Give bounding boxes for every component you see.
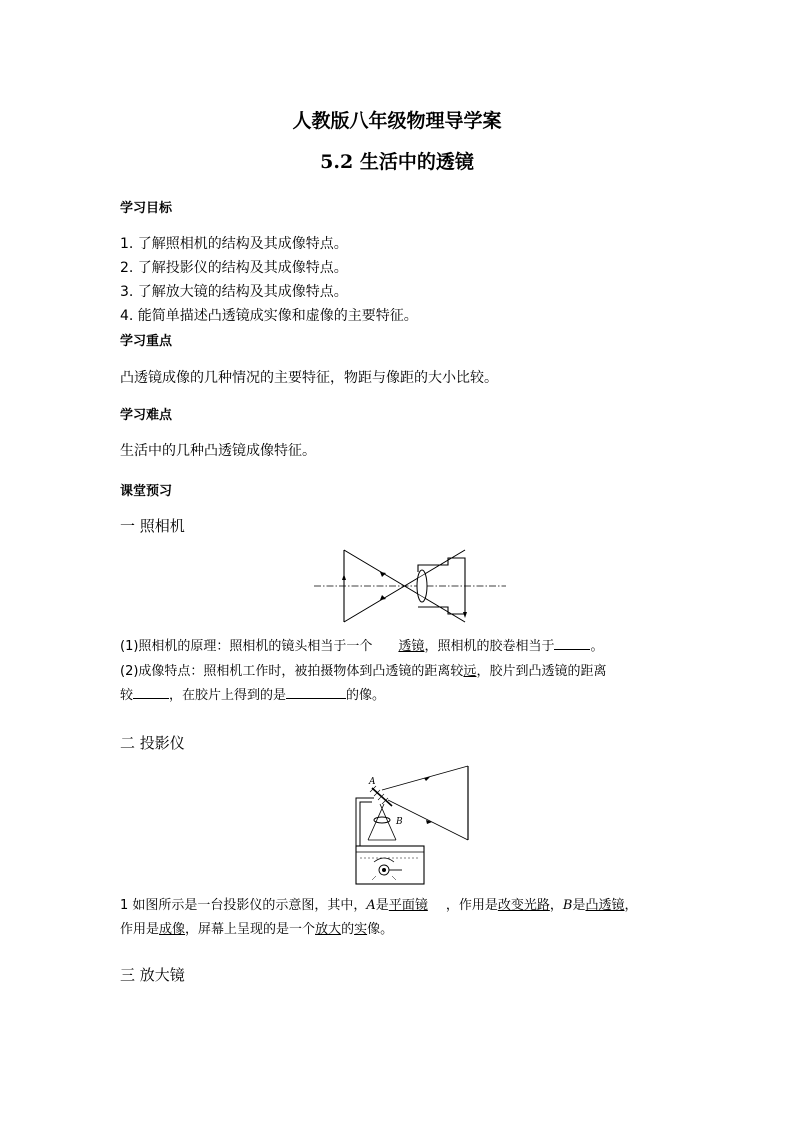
- camera-question-1: (1)照相机的原理：照相机的镜头相当于一个 透镜，照相机的胶卷相当于 。: [120, 639, 604, 654]
- fill-answer: 透镜: [398, 639, 425, 654]
- fill-answer: 改变光路: [497, 898, 550, 913]
- projector-section-title: 二 投影仪: [120, 734, 185, 752]
- goal-item: 4. 能简单描述凸透镜成实像和虚像的主要特征。: [120, 308, 418, 324]
- goals-heading: 学习目标: [120, 201, 173, 216]
- projector-diagram: [346, 762, 476, 886]
- fill-answer: 实: [354, 922, 368, 937]
- magnifier-section-title: 三 放大镜: [120, 966, 185, 984]
- label-a: A: [369, 777, 376, 787]
- blank-line: [286, 686, 346, 699]
- key-points-text: 凸透镜成像的几种情况的主要特征，物距与像距的大小比较。: [120, 370, 498, 386]
- fill-answer: 远: [463, 664, 477, 679]
- label-b: B: [396, 817, 403, 827]
- blank-line: [133, 686, 169, 699]
- preview-heading: 课堂预习: [120, 484, 173, 499]
- projector-text-line-1: 1 如图所示是一台投影仪的示意图，其中，A是平面镜 ，作用是改变光路，B是凸透镜，: [120, 898, 638, 913]
- camera-diagram: [310, 542, 510, 628]
- camera-section-title: 一 照相机: [120, 517, 185, 535]
- fill-answer: 成像: [159, 922, 186, 937]
- goal-item: 1. 了解照相机的结构及其成像特点。: [120, 236, 348, 252]
- doc-subtitle: 5.2 生活中的透镜: [320, 151, 474, 173]
- blank-line: [554, 637, 590, 650]
- difficulties-text: 生活中的几种凸透镜成像特征。: [120, 443, 316, 459]
- fill-answer: 平面镜: [388, 898, 428, 913]
- doc-title: 人教版八年级物理导学案: [292, 110, 502, 132]
- camera-question-2-cont: 较 ，在胶片上得到的是 的像。: [120, 688, 386, 703]
- goal-item: 2. 了解投影仪的结构及其成像特点。: [120, 260, 348, 276]
- difficulties-heading: 学习难点: [120, 408, 173, 423]
- goal-item: 3. 了解放大镜的结构及其成像特点。: [120, 284, 348, 300]
- fill-answer: 凸透镜: [585, 898, 625, 913]
- key-points-heading: 学习重点: [120, 334, 173, 349]
- fill-answer: 放大: [315, 922, 342, 937]
- camera-question-2: (2)成像特点：照相机工作时，被拍摄物体到凸透镜的距离较远，胶片到凸透镜的距离: [120, 664, 607, 679]
- projector-text-line-2: 作用是成像，屏幕上呈现的是一个放大的实像。: [120, 922, 394, 937]
